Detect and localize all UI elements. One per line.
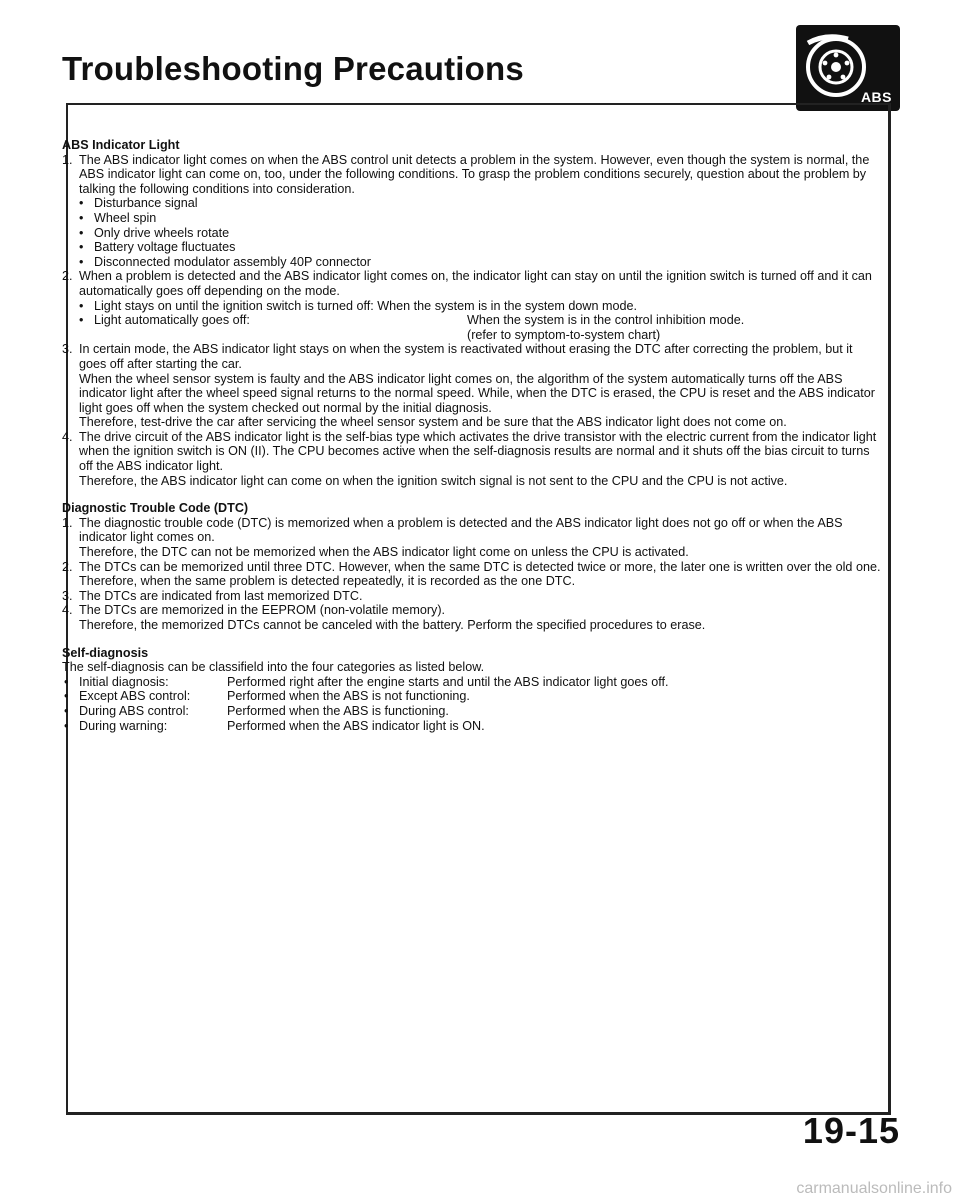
abs-item-2-text: When a problem is detected and the ABS indicator light comes on, the indicator light can stay on until the ignition switch is turned off and it can automatically goes off depending on the mode. — [79, 269, 872, 298]
abs-item-4: 4. The drive circuit of the ABS indicator light is the self-bias type which activates the drive transistor with the electric current from the indicator light when the ignition switch is ON (II). The CPU becomes active when the self-diagnosis results are normal and it shuts off the bias circuit to turns off the ABS indicator light. Therefore, the ABS indicator light can come on when the ignition switch signal is not sent to the CPU and the CPU is not active. — [62, 429, 877, 488]
dtc-heading: Diagnostic Trouble Code (DTC) — [62, 501, 249, 516]
abs-label: ABS — [860, 89, 892, 105]
abs-indicator-section — [62, 138, 882, 488]
bullet-item: • Wheel spin — [79, 210, 157, 225]
watermark-text: carmanualsonline.info — [796, 1180, 952, 1197]
dtc-item-3: 3. The DTCs are indicated from last memorized DTC. — [62, 588, 363, 603]
page-content — [62, 138, 882, 746]
abs-item-2: 2. When a problem is detected and the ABS indicator light comes on, the indicator light can stay on until the ignition switch is turned off and it can automatically goes off depending on the mode. • Light stays on until the ignition switch is turned off: When the system is in the system down mode. • Light automatically goes off: When the system is in the control inhibition mode. (refer to symptom-to-system chart) — [62, 269, 882, 342]
self-diagnosis-section — [62, 646, 882, 734]
abs-item-3: 3. In certain mode, the ABS indicator light stays on when the system is reactivated without erasing the DTC after correcting the problem, but it goes off after starting the car. When the wheel sensor system is faulty and the ABS indicator light comes on, the algorithm of the system automatically turns off the ABS indicator light after the wheel speed signal returns to the normal speed. While, when the DTC is erased, the CPU is reset and the ABS indicator light goes off when the system checked out normal by the initial diagnosis. Therefore, test-drive the car after servicing the wheel sensor system and be sure that the ABS indicator light does not come on. — [62, 342, 875, 430]
bullet-item: • Disturbance signal — [79, 196, 198, 211]
dtc-item-4: 4. The DTCs are memorized in the EEPROM (non-volatile memory). Therefore, the memorized DTCs cannot be canceled with the battery. Perform the specified procedures to erase. — [62, 603, 706, 632]
page-number: 19-15 — [802, 1110, 900, 1151]
page-title: Troubleshooting Precautions — [62, 50, 524, 87]
abs-indicator-heading: ABS Indicator Light — [62, 138, 180, 152]
bullet-item: • Battery voltage fluctuates — [79, 240, 236, 255]
self-diag-row: • Initial diagnosis: Performed right after the engine starts and until the ABS indicator light goes off. — [64, 674, 669, 689]
self-diagnosis-intro: The self-diagnosis can be classifield into the four categories as listed below. — [62, 660, 485, 675]
self-diag-row: • During warning: Performed when the ABS indicator light is ON. — [64, 718, 485, 733]
bullet-item: • Light automatically goes off: When the system is in the control inhibition mode. (refer to symptom-to-system chart) — [79, 313, 745, 342]
bullet-item: • Light stays on until the ignition switch is turned off: When the system is in the system down mode. — [79, 298, 637, 313]
dtc-item-2: 2. The DTCs can be memorized until three DTC. However, when the same DTC is detected twice or more, the later one is written over the old one. Therefore, when the same problem is detected repeatedly, it is recorded as the one DTC. — [62, 559, 881, 589]
self-diag-row: • Except ABS control: Performed when the ABS is not functioning. — [64, 689, 470, 704]
abs-item-1: 1. The ABS indicator light comes on when the ABS control unit detects a problem in the system. However, even though the system is normal, the ABS indicator light can come on, too, under the following conditions. To grasp the problem conditions securely, question about the problem by talking the following conditions into consideration. • Disturbance signal • Wheel spin • Only drive wheels rotate • Battery voltage fluctuates • Disconnected modulator assembly 40P connector — [62, 153, 882, 270]
self-diagnosis-heading: Self-diagnosis — [62, 645, 149, 660]
abs-badge — [796, 25, 900, 111]
dtc-item-1: 1. The diagnostic trouble code (DTC) is memorized when a problem is detected and the ABS indicator light does not go off or when the ABS indicator light comes on. Therefore, the DTC can not be memorized when the ABS indicator light come on unless the CPU is activated. — [62, 515, 843, 560]
abs-item-1-text: The ABS indicator light comes on when the ABS control unit detects a problem in the system. However, even though the system is normal, the ABS indicator light can come on, too, under the following conditions. To grasp the problem conditions securely, question about the problem by talking the following conditions into consideration. — [79, 152, 870, 196]
bullet-item: • Only drive wheels rotate — [79, 225, 230, 240]
self-diag-row: • During ABS control: Performed when the ABS is functioning. — [64, 703, 449, 718]
bullet-item: • Disconnected modulator assembly 40P connector — [79, 254, 371, 269]
dtc-section — [62, 501, 882, 632]
